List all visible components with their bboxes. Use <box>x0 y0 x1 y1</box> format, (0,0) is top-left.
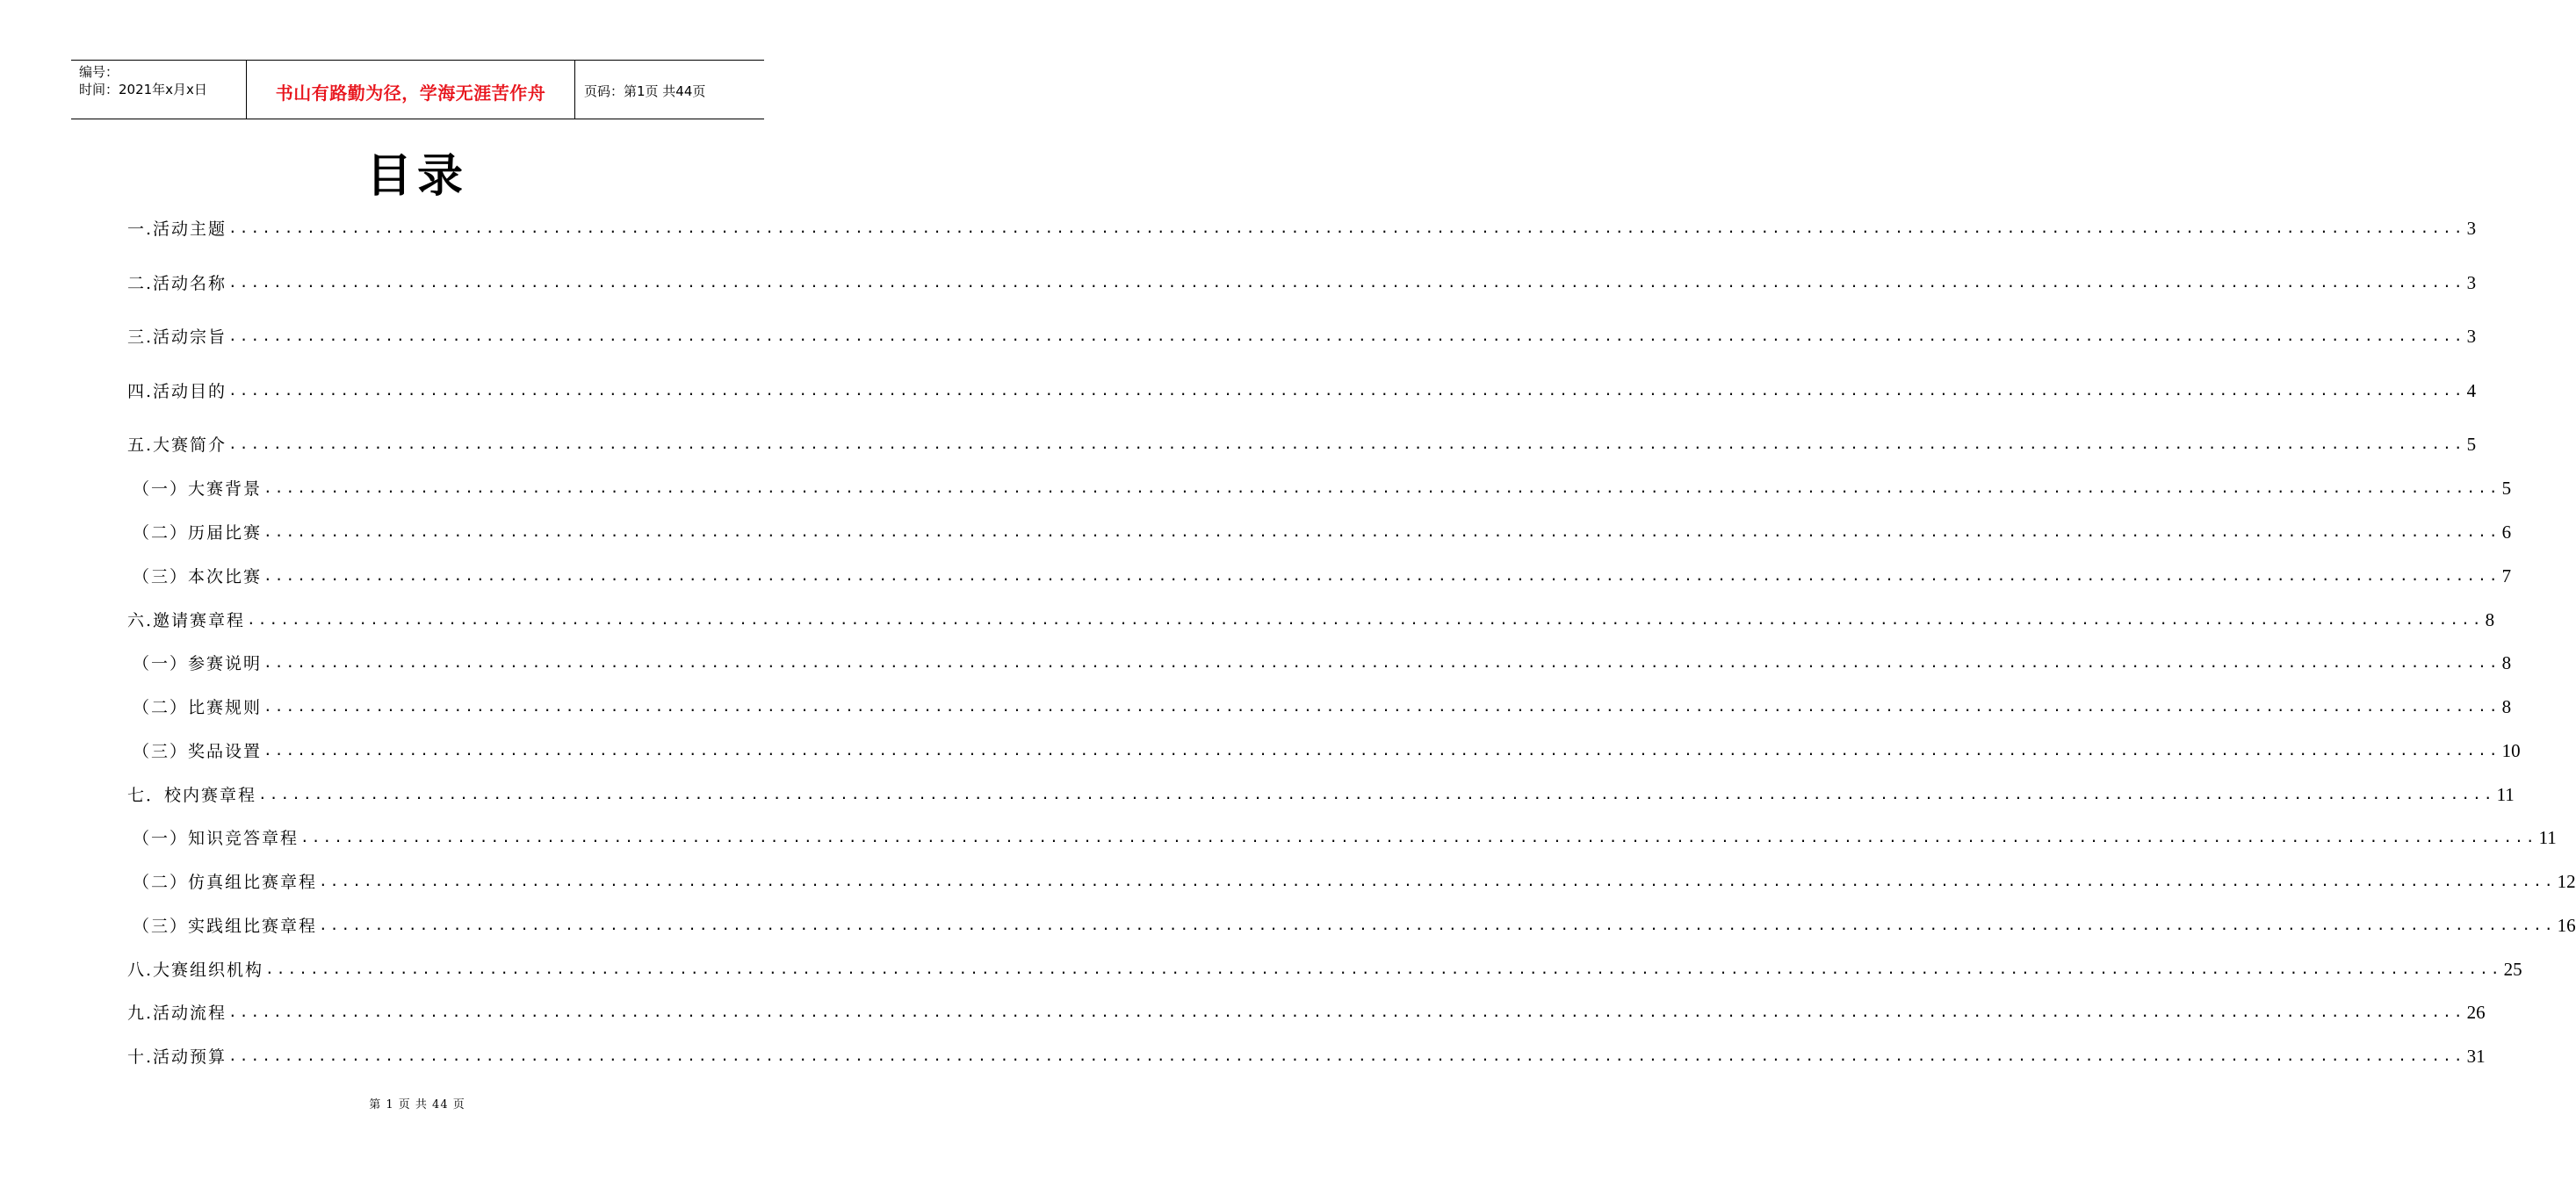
toc-entry-label: 三.活动宗旨 <box>127 327 227 347</box>
toc-entry[interactable] <box>133 910 2576 937</box>
toc-entry-page: 11 <box>2496 784 2515 805</box>
toc-leader-dots: ........................................................................................................................................................................................................ <box>265 961 2502 977</box>
toc-entry-page: 4 <box>2466 380 2477 401</box>
toc-entry[interactable] <box>127 954 2522 981</box>
toc-leader-dots: ........................................................................................................................................................................................................ <box>263 698 2500 715</box>
header-number-label: 编号： <box>79 64 119 80</box>
toc-entry[interactable] <box>127 429 2477 456</box>
page-header <box>71 60 764 119</box>
toc-entry-page: 8 <box>2501 652 2512 673</box>
toc-entry-label: （二）仿真组比赛章程 <box>133 873 318 892</box>
toc-entry[interactable] <box>133 517 2512 543</box>
toc-entry-label: （三）奖品设置 <box>133 742 263 761</box>
toc-entry-page: 6 <box>2501 522 2512 543</box>
toc-entry-page: 7 <box>2501 565 2512 586</box>
toc-entry[interactable] <box>133 561 2512 587</box>
toc-entry-page: 10 <box>2501 740 2521 761</box>
toc-leader-dots: ........................................................................................................................................................................................................ <box>228 327 2465 344</box>
toc-leader-dots: ........................................................................................................................................................................................................ <box>228 435 2465 452</box>
toc-entry-label: 七．校内赛章程 <box>127 786 257 805</box>
toc-entry-label: 八.大赛组织机构 <box>127 961 264 980</box>
header-date-label: 时间：2021年x月x日 <box>79 82 207 97</box>
toc-entry-label: （三）本次比赛 <box>133 567 263 586</box>
toc-entry[interactable] <box>127 268 2477 294</box>
toc-entry[interactable] <box>127 1041 2486 1068</box>
toc-entry[interactable] <box>127 213 2477 240</box>
toc-entry-label: 四.活动目的 <box>127 382 227 401</box>
toc-entry-page: 11 <box>2538 827 2557 848</box>
header-meta-cell <box>71 61 247 119</box>
toc-entry-page: 5 <box>2501 478 2512 499</box>
header-page-cell <box>575 61 764 119</box>
toc-entry-page: 25 <box>2503 959 2522 980</box>
toc-leader-dots: ........................................................................................................................................................................................................ <box>263 523 2500 540</box>
toc-leader-dots: ........................................................................................................................................................................................................ <box>319 917 2556 933</box>
toc-entry[interactable] <box>133 473 2512 500</box>
toc-entry-page: 3 <box>2466 326 2477 347</box>
toc-entry[interactable] <box>127 997 2486 1024</box>
toc-entry-page: 3 <box>2466 272 2477 293</box>
toc-entry-label: 二.活动名称 <box>127 274 227 293</box>
page-title: 目录 <box>365 150 468 203</box>
toc-entry-page: 5 <box>2466 434 2477 455</box>
toc-entry[interactable] <box>127 376 2477 402</box>
toc-entry-page: 8 <box>2501 696 2512 717</box>
toc-entry-label: （一）参赛说明 <box>133 654 263 673</box>
toc-leader-dots: ........................................................................................................................................................................................................ <box>228 1047 2465 1064</box>
toc-leader-dots: ........................................................................................................................................................................................................ <box>228 1004 2465 1020</box>
toc-entry-label: 九.活动流程 <box>127 1004 227 1023</box>
toc-leader-dots: ........................................................................................................................................................................................................ <box>263 567 2500 584</box>
toc-entry-label: 一.活动主题 <box>127 219 227 239</box>
header-page-info: 页码：第1页 共44页 <box>584 83 706 99</box>
toc-entry[interactable] <box>133 867 2576 893</box>
toc-leader-dots: ........................................................................................................................................................................................................ <box>228 274 2465 291</box>
header-motto-cell <box>247 61 575 119</box>
toc-entry-label: （一）知识竞答章程 <box>133 829 299 848</box>
toc-entry[interactable] <box>127 780 2515 806</box>
toc-leader-dots: ........................................................................................................................................................................................................ <box>228 219 2465 236</box>
toc-entry-page: 31 <box>2466 1046 2486 1067</box>
toc-leader-dots: ........................................................................................................................................................................................................ <box>228 382 2465 399</box>
toc-entry-page: 8 <box>2485 609 2495 630</box>
toc-entry[interactable] <box>133 736 2521 762</box>
page-footer: 第 1 页 共 44 页 <box>369 1098 465 1112</box>
toc-entry-label: 十.活动预算 <box>127 1047 227 1067</box>
toc-leader-dots: ........................................................................................................................................................................................................ <box>263 742 2500 759</box>
toc-entry[interactable] <box>133 692 2512 718</box>
toc-leader-dots: ........................................................................................................................................................................................................ <box>263 479 2500 496</box>
header-motto: 书山有路勤为径，学海无涯苦作舟 <box>275 82 546 104</box>
toc-entry-label: 六.邀请赛章程 <box>127 611 246 630</box>
toc-entry-label: （二）历届比赛 <box>133 523 263 543</box>
toc-entry-page: 3 <box>2466 218 2477 239</box>
toc-entry-page: 26 <box>2466 1002 2486 1023</box>
toc-leader-dots: ........................................................................................................................................................................................................ <box>319 873 2556 889</box>
toc-entry-label: （三）实践组比赛章程 <box>133 917 318 936</box>
toc-entry-label: （二）比赛规则 <box>133 698 263 717</box>
toc-entry[interactable] <box>133 823 2557 849</box>
toc-entry[interactable] <box>133 648 2512 674</box>
toc-entry-label: （一）大赛背景 <box>133 479 263 499</box>
toc-leader-dots: ........................................................................................................................................................................................................ <box>263 654 2500 671</box>
toc-entry-page: 16 <box>2557 915 2576 936</box>
toc-entry-label: 五.大赛简介 <box>127 435 227 455</box>
toc-entry-page: 12 <box>2557 871 2576 892</box>
toc-leader-dots: ........................................................................................................................................................................................................ <box>258 786 2495 802</box>
toc-entry[interactable] <box>127 321 2477 348</box>
toc-entry[interactable] <box>127 605 2495 631</box>
toc-leader-dots: ........................................................................................................................................................................................................ <box>300 829 2537 845</box>
toc-leader-dots: ........................................................................................................................................................................................................ <box>247 611 2484 628</box>
